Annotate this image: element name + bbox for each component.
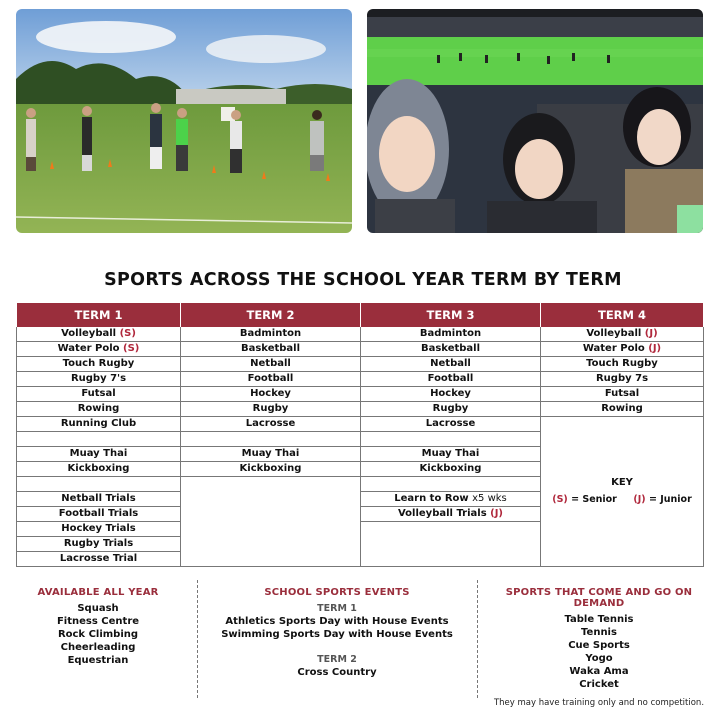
sport-name: Hockey — [430, 388, 471, 399]
term-3-cell — [361, 507, 541, 522]
term-3-cell — [361, 387, 541, 402]
term-2-cell — [181, 447, 361, 462]
sport-name: Water Polo — [57, 343, 120, 354]
term-3-cell — [361, 492, 541, 507]
sport-name: Rowing — [601, 403, 643, 414]
table-row — [17, 417, 704, 432]
term-3-cell — [361, 342, 541, 357]
archery-photo — [16, 9, 352, 233]
sport-name: Futsal — [81, 388, 116, 399]
senior-tag: (S) — [552, 494, 568, 505]
term-2-cell — [181, 477, 361, 492]
sport-name: Lacrosse — [425, 418, 476, 429]
list-item: Squash — [77, 603, 119, 614]
list-item: Cheerleading — [60, 642, 136, 653]
sport-name: Hockey Trials — [61, 523, 136, 534]
sport-name: Badminton — [419, 328, 482, 339]
level-tag: (J) — [644, 328, 658, 339]
sport-name: Running Club — [60, 418, 137, 429]
list-item: Rock Climbing — [57, 629, 139, 640]
sport-name: Muay Thai — [69, 448, 128, 459]
sport-name: Touch Rugby — [586, 358, 658, 369]
page-title: SPORTS ACROSS THE SCHOOL YEAR TERM BY TERM — [104, 270, 622, 290]
junior-label: = Junior — [648, 494, 692, 505]
table-row — [17, 387, 704, 402]
table-row — [17, 327, 704, 342]
available-all-year — [16, 587, 180, 667]
sport-name: Basketball — [240, 343, 301, 354]
term-1-cell — [17, 537, 181, 552]
term-3-cell — [361, 372, 541, 387]
events-heading: SCHOOL SPORTS EVENTS — [264, 587, 410, 598]
term-1-cell — [17, 342, 181, 357]
term-1-cell — [17, 462, 181, 477]
term-2-cell — [181, 417, 361, 432]
level-tag: (J) — [648, 343, 662, 354]
term-1-cell — [17, 417, 181, 432]
term-4-cell — [541, 387, 704, 402]
key-cell — [541, 417, 704, 567]
available-heading: AVAILABLE ALL YEAR — [37, 587, 159, 598]
events-term1-label: TERM 1 — [317, 603, 357, 614]
sport-name: Volleyball — [586, 328, 642, 339]
sport-name: Volleyball — [61, 328, 117, 339]
table-row — [17, 357, 704, 372]
term-1-cell — [17, 372, 181, 387]
term-1-header: TERM 1 — [17, 303, 181, 327]
term-1-cell — [17, 522, 181, 537]
table-row — [17, 402, 704, 417]
list-item: Yogo — [585, 653, 613, 664]
sport-name: Badminton — [239, 328, 302, 339]
sport-name: Rugby 7's — [70, 373, 127, 384]
term-4-cell — [541, 372, 704, 387]
term-1-cell — [17, 432, 181, 447]
sports-on-demand — [486, 587, 712, 708]
list-item: Table Tennis — [564, 614, 634, 625]
list-item: Athletics Sports Day with House Events — [225, 616, 449, 627]
term-2-cell — [181, 432, 361, 447]
sport-name: Rugby 7s — [595, 373, 649, 384]
term-2-cell — [181, 342, 361, 357]
sport-name: Muay Thai — [241, 448, 300, 459]
term-4-header: TERM 4 — [541, 303, 704, 327]
level-tag: (S) — [123, 343, 140, 354]
term-1-cell — [17, 477, 181, 492]
term-2-cell — [181, 387, 361, 402]
list-item: Cue Sports — [568, 640, 630, 651]
key-title: KEY — [611, 477, 633, 488]
sport-name: Muay Thai — [421, 448, 480, 459]
sport-name: Rugby — [432, 403, 469, 414]
list-item: Fitness Centre — [56, 616, 140, 627]
duration-note: x5 wks — [472, 493, 507, 504]
term-3-header: TERM 3 — [361, 303, 541, 327]
sport-name: Kickboxing — [67, 463, 130, 474]
term-3-cell — [361, 327, 541, 342]
term-3-cell — [361, 402, 541, 417]
sport-name: Learn to Row — [394, 493, 469, 504]
level-tag: (J) — [490, 508, 504, 519]
term-2-cell — [181, 462, 361, 477]
list-item: Cricket — [579, 679, 619, 690]
senior-label: = Senior — [571, 494, 617, 505]
level-tag: (S) — [119, 328, 136, 339]
term-1-cell — [17, 447, 181, 462]
list-item: Equestrian — [67, 655, 129, 666]
demand-note: They may have training only and no competition. — [493, 698, 705, 708]
term-4-cell — [541, 357, 704, 372]
term-1-cell — [17, 327, 181, 342]
sport-name: Football — [427, 373, 474, 384]
term-4-cell — [541, 402, 704, 417]
term-2-cell — [181, 327, 361, 342]
school-sports-events — [198, 587, 476, 679]
term-1-cell — [17, 357, 181, 372]
demand-heading: SPORTS THAT COME AND GO ON DEMAND — [505, 587, 693, 609]
sport-name: Kickboxing — [239, 463, 302, 474]
term-3-cell — [361, 417, 541, 432]
junior-tag: (J) — [633, 494, 646, 505]
list-item: Tennis — [581, 627, 617, 638]
sport-name: Futsal — [604, 388, 640, 399]
term-table — [16, 303, 704, 567]
sport-name: Hockey — [250, 388, 291, 399]
sport-name: Kickboxing — [419, 463, 482, 474]
term-3-cell — [361, 522, 541, 537]
term-1-cell — [17, 492, 181, 507]
sport-name: Netball — [250, 358, 291, 369]
term-1-cell — [17, 402, 181, 417]
sport-name: Rowing — [77, 403, 120, 414]
term-2-cell — [181, 492, 361, 507]
term-4-cell — [541, 342, 704, 357]
term-3-cell — [361, 357, 541, 372]
table-row — [17, 342, 704, 357]
table-row — [17, 372, 704, 387]
list-item: Waka Ama — [569, 666, 629, 677]
term-2-cell — [181, 357, 361, 372]
term-2-cell — [181, 372, 361, 387]
term-3-cell — [361, 477, 541, 492]
term-3-cell — [361, 447, 541, 462]
term-3-cell — [361, 537, 541, 552]
term-3-cell — [361, 432, 541, 447]
sport-name: Water Polo — [582, 343, 645, 354]
term-1-cell — [17, 387, 181, 402]
sport-name: Netball — [430, 358, 471, 369]
term-3-cell — [361, 462, 541, 477]
term-2-cell — [181, 402, 361, 417]
sport-name: Rugby Trials — [63, 538, 134, 549]
sport-name: Lacrosse Trial — [59, 553, 138, 564]
events-term2-label: TERM 2 — [317, 654, 357, 665]
term-2-cell — [181, 537, 361, 552]
stadium-selfie-photo — [367, 9, 703, 233]
sport-name: Lacrosse — [245, 418, 296, 429]
term-1-cell — [17, 552, 181, 567]
section-divider — [477, 580, 478, 698]
list-item: Cross Country — [297, 667, 377, 678]
sport-name: Football Trials — [58, 508, 139, 519]
sport-name: Netball Trials — [61, 493, 136, 504]
sport-name: Touch Rugby — [62, 358, 135, 369]
sport-name: Volleyball Trials — [397, 508, 487, 519]
sport-name: Rugby — [252, 403, 289, 414]
sport-name: Football — [247, 373, 294, 384]
term-2-header: TERM 2 — [181, 303, 361, 327]
term-2-cell — [181, 522, 361, 537]
term-3-cell — [361, 552, 541, 567]
term-1-cell — [17, 507, 181, 522]
term-2-cell — [181, 507, 361, 522]
term-2-cell — [181, 552, 361, 567]
term-4-cell — [541, 327, 704, 342]
sport-name: Basketball — [420, 343, 481, 354]
key-legend — [541, 493, 703, 507]
list-item: Swimming Sports Day with House Events — [221, 629, 453, 640]
